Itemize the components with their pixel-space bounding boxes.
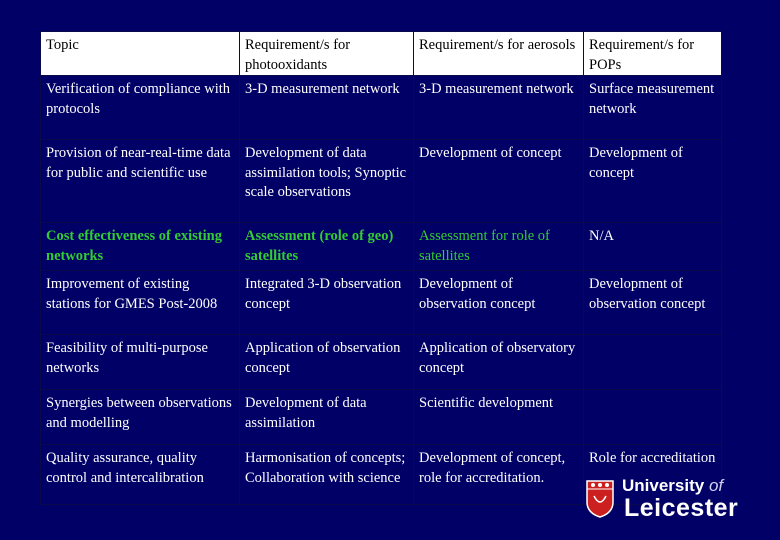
topic-cell: Synergies between observations and modelling	[41, 390, 240, 445]
photooxidants-cell: 3-D measurement network	[240, 76, 414, 140]
pops-cell	[584, 335, 722, 390]
header-topic: Topic	[41, 32, 240, 76]
topic-cell: Feasibility of multi-purpose networks	[41, 335, 240, 390]
aerosols-cell: Assessment for role of satellites	[414, 223, 584, 271]
aerosols-cell: 3-D measurement network	[414, 76, 584, 140]
university-logo	[586, 474, 766, 524]
pops-cell: N/A	[584, 223, 722, 271]
pops-cell: Development of concept	[584, 140, 722, 223]
pops-cell	[584, 390, 722, 445]
logo-university-text: University of	[622, 476, 724, 495]
aerosols-cell: Development of concept, role for accreditation.	[414, 445, 584, 505]
aerosols-cell: Application of observatory concept	[414, 335, 584, 390]
pops-cell: Surface measurement network	[584, 76, 722, 140]
topic-cell: Verification of compliance with protocols	[41, 76, 240, 140]
table-header-row	[41, 32, 722, 76]
aerosols-cell: Scientific development	[414, 390, 584, 445]
topic-cell: Provision of near-real-time data for public and scientific use	[41, 140, 240, 223]
topic-cell: Quality assurance, quality control and intercalibration	[41, 445, 240, 505]
table-row	[41, 390, 722, 445]
aerosols-cell: Development of observation concept	[414, 271, 584, 335]
photooxidants-cell: Assessment (role of geo) satellites	[240, 223, 414, 271]
table-row	[41, 76, 722, 140]
header-photooxidants: Requirement/s for photooxidants	[240, 32, 414, 76]
pops-cell: Role for accreditation	[584, 445, 722, 505]
table-row	[41, 223, 722, 271]
topic-cell: Cost effectiveness of existing networks	[41, 223, 240, 271]
photooxidants-cell: Harmonisation of concepts; Collaboration with science	[240, 445, 414, 505]
topic-cell: Improvement of existing stations for GMES Post-2008	[41, 271, 240, 335]
header-pops: Requirement/s for POPs	[584, 32, 722, 76]
aerosols-cell: Development of concept	[414, 140, 584, 223]
requirements-table	[40, 31, 722, 505]
table-row	[41, 335, 722, 390]
photooxidants-cell: Integrated 3-D observation concept	[240, 271, 414, 335]
photooxidants-cell: Development of data assimilation tools; Synoptic scale observations	[240, 140, 414, 223]
crest-icon	[586, 480, 614, 518]
photooxidants-cell: Application of observation concept	[240, 335, 414, 390]
table-row	[41, 140, 722, 223]
photooxidants-cell: Development of data assimilation	[240, 390, 414, 445]
table-row	[41, 271, 722, 335]
pops-cell: Development of observation concept	[584, 271, 722, 335]
header-aerosols: Requirement/s for aerosols	[414, 32, 584, 76]
logo-leicester-text: Leicester	[624, 494, 739, 522]
